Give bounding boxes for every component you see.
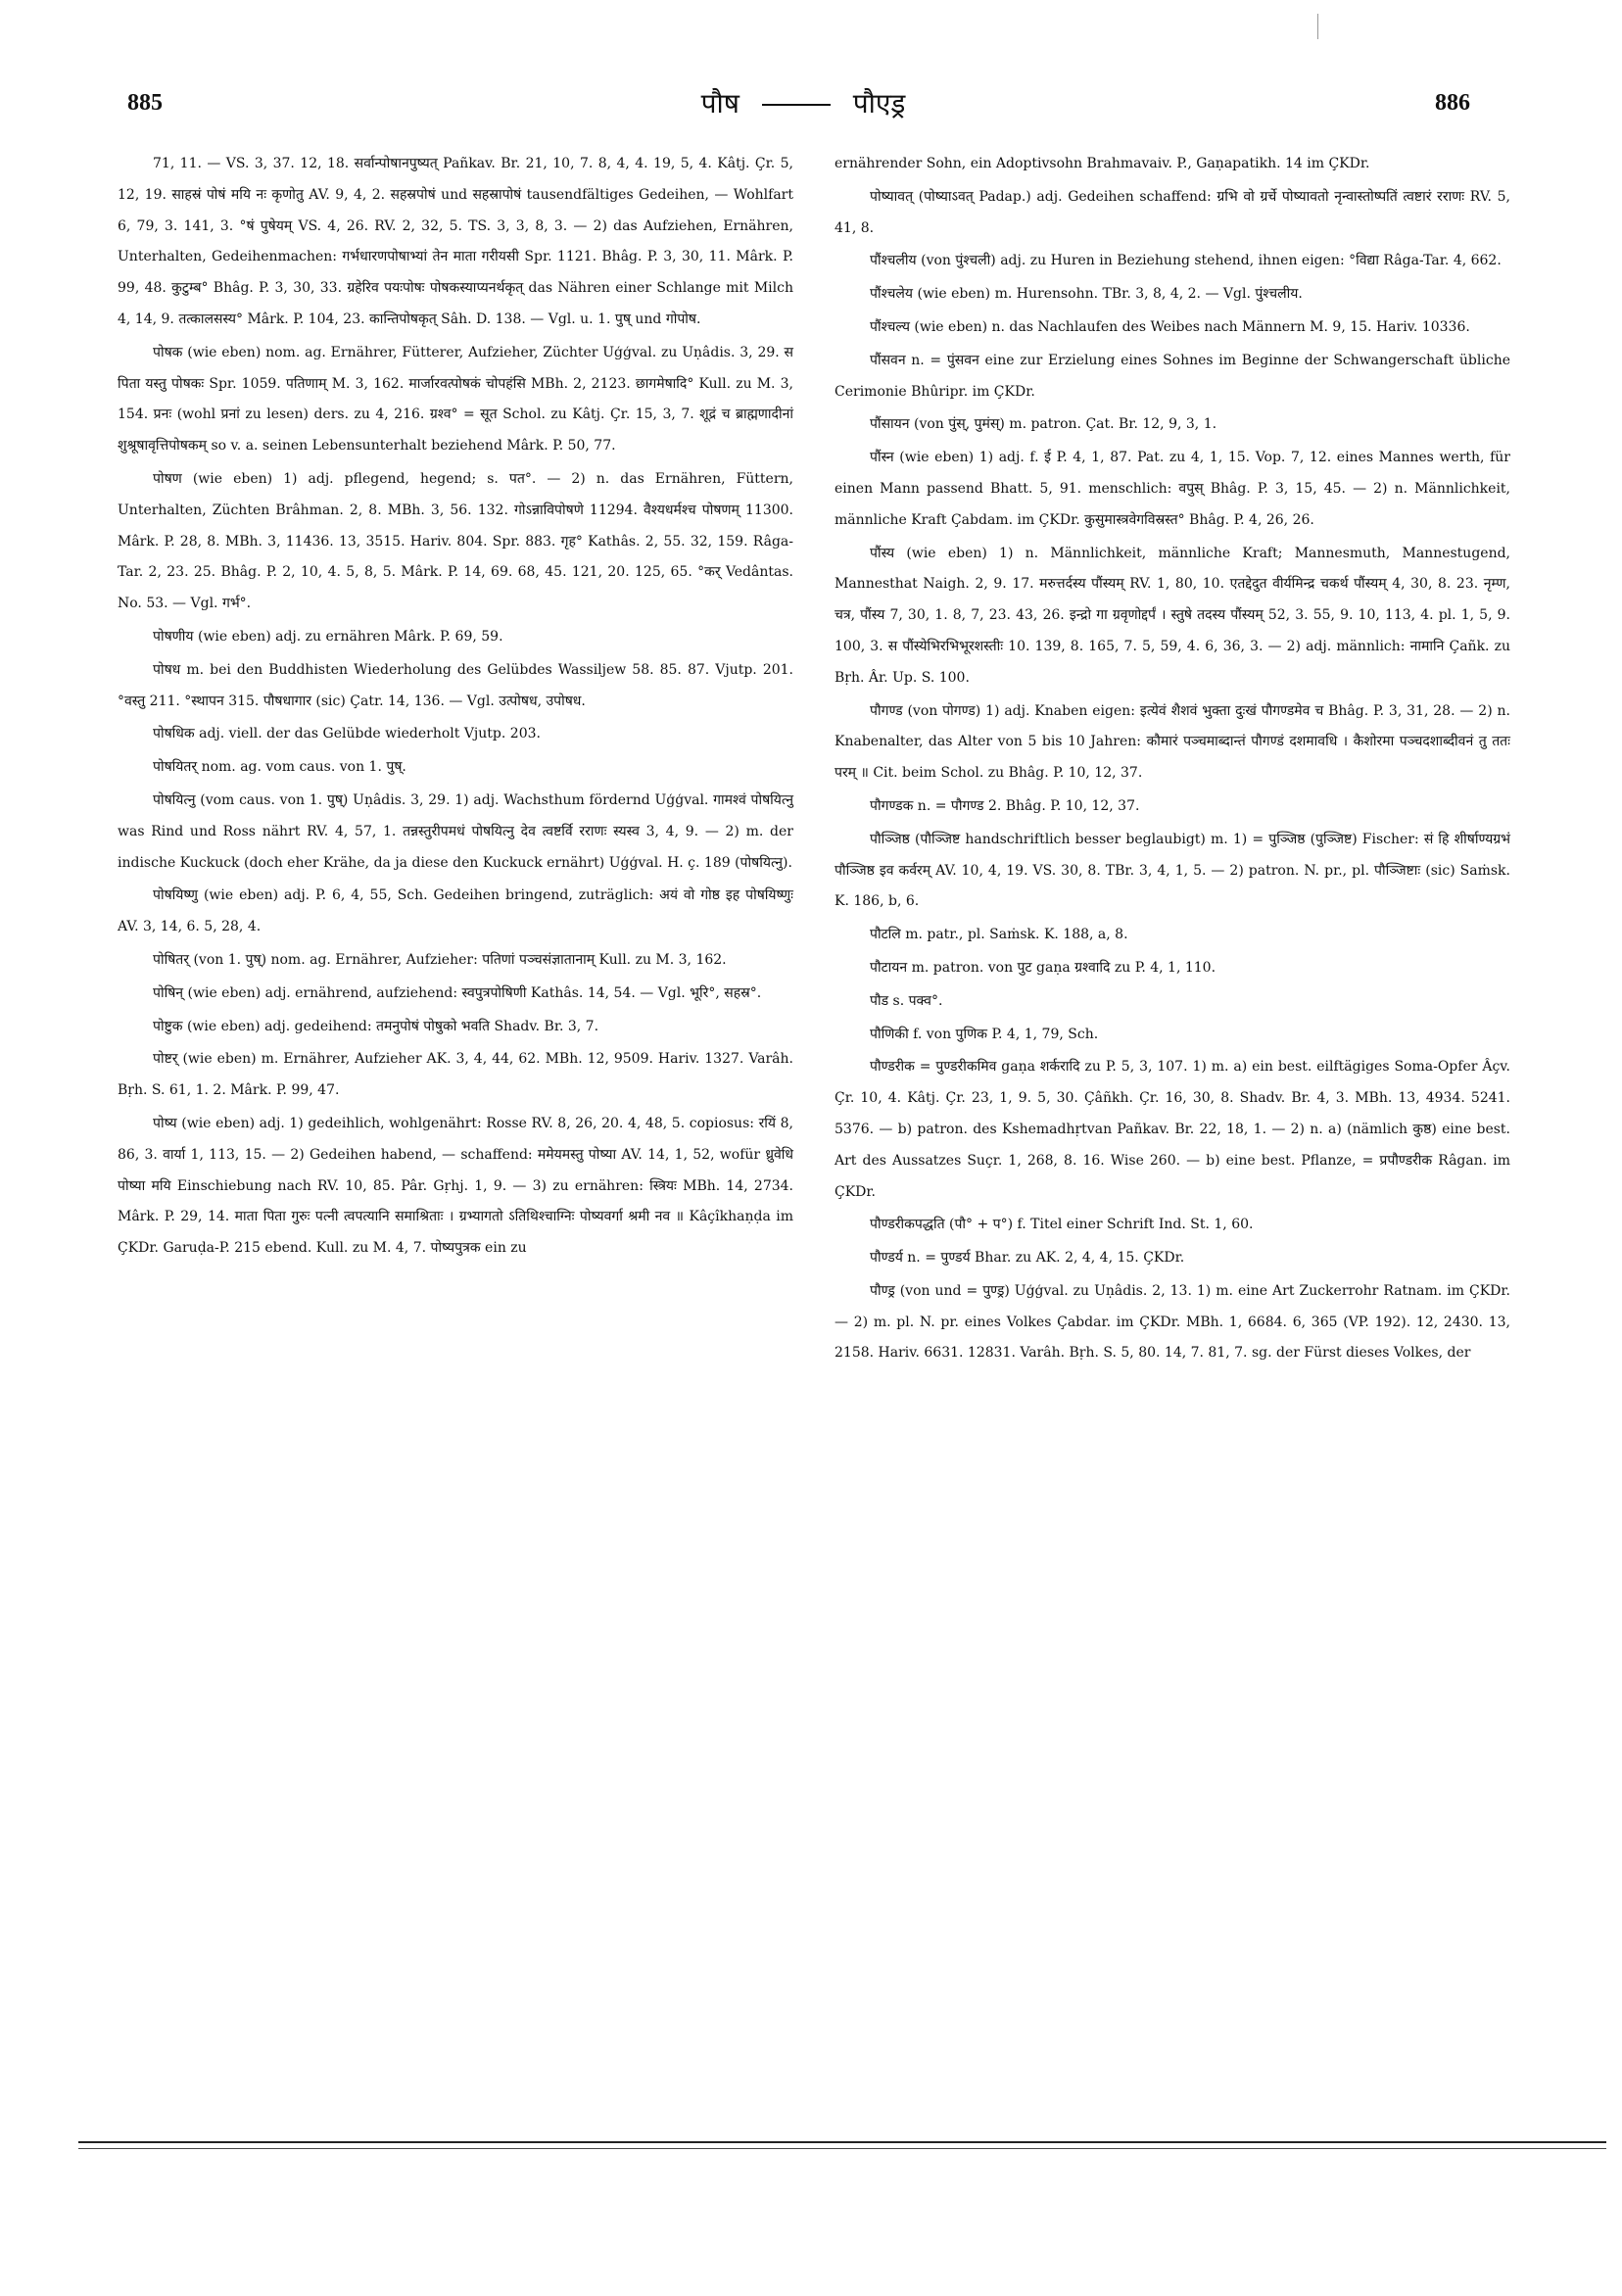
dictionary-entry: पौंश्चल्य (wie eben) n. das Nachlaufen des Weibes nach Männern M. 9, 15. Hariv. 10336. [870, 318, 1470, 335]
dictionary-entry: पौण्डरीकपद्धति (पौ° + प°) f. Titel einer Schrift Ind. St. 1, 60. [870, 1217, 1254, 1233]
dictionary-entry: पोषयितर् nom. ag. vom caus. von 1. पुष्. [153, 759, 406, 776]
dictionary-entry: पौंस्य (wie eben) 1) n. Männlichkeit, männliche Kraft; Mannesmuth, Mannestugend, Mannesthat Naigh. 2, 9. 17. मरुत्तर्दस्य पौंस्यम् RV. 1, 80, 10. एतद्देदुत वीर्यमिन्द्र चकर्थ पौंस्यम् 4, 30, 8. 23. नृम्ण, चत्र, पौंस्य 7, 30, 1. 8, 7, 23. 43, 26. इन्द्रो गा ग्रवृणोद्दर्पं । स्तुषे तदस्य पौंस्यम् 52, 3. 55, 9. 10, 113, 4. pl. 1, 5, 9. 100, 3. स पौंस्येभिरभिभूरशस्तीः 10. 139, 8. 165, 7. 5, 59, 4. 6, 36, 3. — 2) adj. männlich: नामानि Çañk. zu Bṛh. Âr. Up. S. 100. [835, 545, 1510, 686]
dictionary-entry: 71, 11. — VS. 3, 37. 12, 18. सर्वान्पोषानपुष्यत् Pañkav. Br. 21, 10, 7. 8, 4, 4. 19, 5, 4. Kâtj. Çr. 5, 12, 19. साहस्रं पोषं मयि नः कृणोतु AV. 9, 4, 2. सहस्रपोषं und सहस्रापोषं tausendfältiges Gedeihen, — Wohlfart 6, 79, 3. 141, 3. °षं पुषेयम् VS. 4, 26. RV. 2, 32, 5. TS. 3, 3, 8, 3. — 2) das Aufziehen, Ernähren, Unterhalten, Gedeihenmachen: गर्भधारणपोषाभ्यां तेन माता गरीयसी Spr. 1121. Bhâg. P. 3, 30, 11. Mârk. P. 99, 48. कुटुम्ब° Bhâg. P. 3, 30, 33. ग्रहेरिव पयःपोषः पोषकस्याप्यनर्थकृत् das Nähren einer Schlange mit Milch 4, 14, 9. तत्कालसस्य° Mârk. P. 104, 23. कान्तिपोषकृत् Sâh. D. 138. — Vgl. u. 1. पुष् und गोपोष. [118, 156, 793, 327]
footer-rule [78, 2141, 1606, 2143]
dictionary-entry: पौण्डर्य n. = पुण्डर्य Bhar. zu AK. 2, 4, 4, 15. ÇKDr. [870, 1250, 1185, 1267]
dictionary-entry: पोषयित्नु (vom caus. von 1. पुष्) Uṇâdis. 3, 29. 1) adj. Wachsthum fördernd Uģģval. गामश्वं पोषयित्नु was Rind und Ross nährt RV. 4, 57, 1. तन्नस्तुरीपमधं पोषयित्नु देव त्वष्टर्वि रराणः स्यस्व 3, 4, 9. — 2) m. der indische Kuckuck (doch eher Krähe, da ja diese den Kuckuck ernährt) Uģģval. H. ç. 189 (पोषयित्नु). [118, 791, 793, 871]
dictionary-entry: पौंस्न (wie eben) 1) adj. f. ई P. 4, 1, 87. Pat. zu 4, 1, 15. Vop. 7, 12. eines Mannes werth, für einen Mann passend Bhatt. 5, 91. menschlich: वपुस् Bhâg. P. 3, 15, 45. — 2) n. Männlichkeit, männliche Kraft Çabdam. im ÇKDr. कुसुमास्त्रवेगविस्रस्त° Bhâg. P. 4, 26, 26. [835, 450, 1510, 528]
dictionary-entry: पोषधिक adj. viell. der das Gelübde wiederholt Vjutp. 203. [153, 726, 541, 742]
running-head-right-word: पौएड्र [852, 87, 906, 120]
dictionary-entry: पौंश्चलीय (von पुंश्चली) adj. zu Huren in Beziehung stehend, ihnen eigen: °विद्या Râga-Tar. 4, 662. [870, 253, 1502, 269]
dictionary-entry: पोषिन् (wie eben) adj. ernährend, aufziehend: स्वपुत्रपोषिणी Kathâs. 14, 54. — Vgl. भूरि°, सहस्र°. [153, 984, 762, 1001]
dictionary-entry: पौंसायन (von पुंस्, पुमंस्) m. patron. Çat. Br. 12, 9, 3, 1. [870, 416, 1217, 433]
dictionary-entry: पोष्टर् (wie eben) m. Ernährer, Aufzieher AK. 3, 4, 44, 62. MBh. 12, 9509. Hariv. 1327. Varâh. Bṛh. S. 61, 1. 2. Mârk. P. 99, 47. [118, 1051, 793, 1099]
dictionary-entry: पौटायन m. patron. von पुट gaṇa ग्रश्वादि zu P. 4, 1, 110. [870, 959, 1216, 976]
page-number-left: 885 [127, 90, 163, 116]
dictionary-entry: पोष्टुक (wie eben) adj. gedeihend: तमनुपोषं पोषुको भवति Shadv. Br. 3, 7. [153, 1018, 599, 1034]
dictionary-entry: पोषयिष्णु (wie eben) adj. P. 6, 4, 55, Sch. Gedeihen bringend, zuträglich: अयं वो गोष्ठ इह पोषयिष्णुः AV. 3, 14, 6. 5, 28, 4. [118, 887, 793, 935]
dictionary-entry: ernährender Sohn, ein Adoptivsohn Brahmavaiv. P., Gaṇapatikh. 14 im ÇKDr. [835, 156, 1370, 171]
dictionary-entry: पोषितर् (von 1. पुष्) nom. ag. Ernährer, Aufzieher: पतिणां पञ्चसंज्ञातानाम् Kull. zu M. 3, 162. [153, 951, 727, 968]
running-head [549, 84, 1058, 121]
dictionary-entry: पौगण्ड (von पोगण्ड) 1) adj. Knaben eigen: इत्येवं शैशवं भुक्ता दुःखं पौगण्डमेव च Bhâg. P. 3, 31, 28. — 2) n. Knabenalter, das Alter von 5 bis 10 Jahren: कौमारं पञ्चमाब्दान्तं पौगण्डं दशमावधि । कैशोरमा पञ्चदशाब्दीवनं तु ततः परम् ॥ Cit. beim Schol. zu Bhâg. P. 10, 12, 37. [835, 702, 1510, 782]
dictionary-entry: पोषध m. bei den Buddhisten Wiederholung des Gelübdes Wassiljew 58. 85. 87. Vjutp. 201. °वस्तु 211. °स्थापन 315. पौषधागार (sic) Çatr. 14, 136. — Vgl. उत्पोषध, उपोषध. [118, 661, 793, 709]
dictionary-entry: पौटलि m. patr., pl. Saṁsk. K. 188, a, 8. [870, 927, 1128, 943]
footer-rule-thin [78, 2148, 1606, 2149]
right-column [835, 149, 1510, 1369]
running-head-dash [762, 104, 831, 106]
running-head-left-word: पौष [700, 87, 739, 120]
dictionary-entry: पोष्य (wie eben) adj. 1) gedeihlich, wohlgenährt: Rosse RV. 8, 26, 20. 4, 48, 5. copiosus: रयिं 8, 86, 3. वार्या 1, 113, 15. — 2) Gedeihen habend, — schaffend: ममेयमस्तु पोष्या AV. 14, 1, 52, wofür ध्रुवेधि पोष्या मयि Einschiebung nach RV. 10, 85. Pâr. Gṛhj. 1, 9. — 3) zu ernähren: स्त्रियः MBh. 14, 2734. Mârk. P. 29, 14. माता पिता गुरुः पत्नी त्वपत्यानि समाश्रिताः । ग्रभ्यागतो ऽतिथिश्चाग्निः पोष्यवर्गा श्रमी नव ॥ Kâçîkhaṇḍa im ÇKDr. Garuḍa-P. 215 ebend. Kull. zu M. 4, 7. पोष्यपुत्रक ein zu [118, 1115, 793, 1257]
dictionary-entry: पोष्यावत् (पोष्याऽवत् Padap.) adj. Gedeihen schaffend: ग्रभि वो ग्रर्चे पोष्यावतो नृन्वास्तोष्पतिं त्वष्टारं रराणः RV. 5, 41, 8. [835, 188, 1510, 236]
dictionary-entry: पौञ्जिष्ठ (पौञ्जिष्ट handschriftlich besser beglaubigt) m. 1) = पुञ्जिष्ठ (पुञ्जिष्ट) Fischer: सं हि शीर्षाण्यग्रभं पौञ्जिष्ठ इव कर्वरम् AV. 10, 4, 19. VS. 30, 8. TBr. 3, 4, 1, 5. — 2) patron. N. pr., pl. पौञ्जिष्टाः (sic) Saṁsk. K. 186, b, 6. [835, 831, 1510, 910]
margin-mark [1317, 14, 1318, 39]
left-column [118, 149, 793, 1265]
page-number-right: 886 [1435, 90, 1470, 116]
dictionary-entry: पौण्डरीक = पुण्डरीकमिव gaṇa शर्करादि zu P. 5, 3, 107. 1) m. a) ein best. eilftägiges Soma-Opfer Âçv. Çr. 10, 4. Kâtj. Çr. 23, 1, 9. 5, 30. Çâñkh. Çr. 16, 30, 8. Shadv. Br. 4, 3. MBh. 13, 4934. 5241. 5376. — b) patron. des Kshemadhṛtvan Pañkav. Br. 22, 18, 1. — 2) n. a) (nämlich कुष्ठ) eine best. Art des Aussatzes Suçr. 1, 268, 8. 16. Wise 260. — b) eine best. Pflanze, = प्रपौण्डरीक Râgan. im ÇKDr. [835, 1059, 1510, 1200]
dictionary-entry: पौणिकी f. von पुणिक P. 4, 1, 79, Sch. [870, 1026, 1099, 1042]
dictionary-entry: पोषणीय (wie eben) adj. zu ernähren Mârk. P. 69, 59. [153, 628, 503, 645]
dictionary-entry: पौंश्चलेय (wie eben) m. Hurensohn. TBr. 3, 8, 4, 2. — Vgl. पुंश्चलीय. [870, 286, 1303, 303]
dictionary-entry: पौगण्डक n. = पौगण्ड 2. Bhâg. P. 10, 12, 37. [870, 797, 1140, 814]
dictionary-entry: पोषण (wie eben) 1) adj. pflegend, hegend; s. पत°. — 2) n. das Ernähren, Füttern, Unterhalten, Züchten Brâhman. 2, 8. MBh. 3, 56. 132. गोऽन्नाविपोषणे 11294. वैश्यधर्मश्च पोषणम् 11300. Mârk. P. 28, 8. MBh. 3, 11436. 13, 3515. Hariv. 804. Spr. 883. गृह° Kathâs. 2, 55. 32, 159. Râga-Tar. 2, 23. 25. Bhâg. P. 2, 10, 4. 5, 8, 5. Mârk. P. 14, 69. 68, 45. 121, 20. 125, 65. °कर् Vedântas. No. 53. — Vgl. गर्भ°. [118, 470, 793, 612]
dictionary-entry: पौड s. पक्व°. [870, 992, 943, 1009]
dictionary-entry: पौण्ड्र (von und = पुण्ड्र) Uģģval. zu Uṇâdis. 2, 13. 1) m. eine Art Zuckerrohr Ratnam. im ÇKDr. — 2) m. pl. N. pr. eines Volkes Çabdar. im ÇKDr. MBh. 1, 6684. 6, 365 (VP. 192). 12, 2430. 13, 2158. Hariv. 6631. 12831. Varâh. Bṛh. S. 5, 80. 14, 7. 81, 7. sg. der Fürst dieses Volkes, der [835, 1282, 1510, 1362]
dictionary-entry: पोषक (wie eben) nom. ag. Ernährer, Fütterer, Aufzieher, Züchter Uģģval. zu Uṇâdis. 3, 29. स पिता यस्तु पोषकः Spr. 1059. पतिणाम् M. 3, 162. मार्जारवत्पोषकं चोपहंसि MBh. 2, 2123. छागमेषादि° Kull. zu M. 3, 154. प्रनः (wohl प्रनां zu lesen) ders. zu 4, 216. ग्रश्व° = सूत Schol. zu Kâtj. Çr. 15, 3, 7. शूद्रं च ब्राह्मणादीनां शुश्रूषावृत्तिपोषकम् so v. a. seinen Lebensunterhalt beziehend Mârk. P. 50, 77. [118, 344, 793, 454]
dictionary-entry: पौंसवन n. = पुंसवन eine zur Erzielung eines Sohnes im Beginne der Schwangerschaft übliche Cerimonie Bhûripr. im ÇKDr. [835, 352, 1510, 400]
